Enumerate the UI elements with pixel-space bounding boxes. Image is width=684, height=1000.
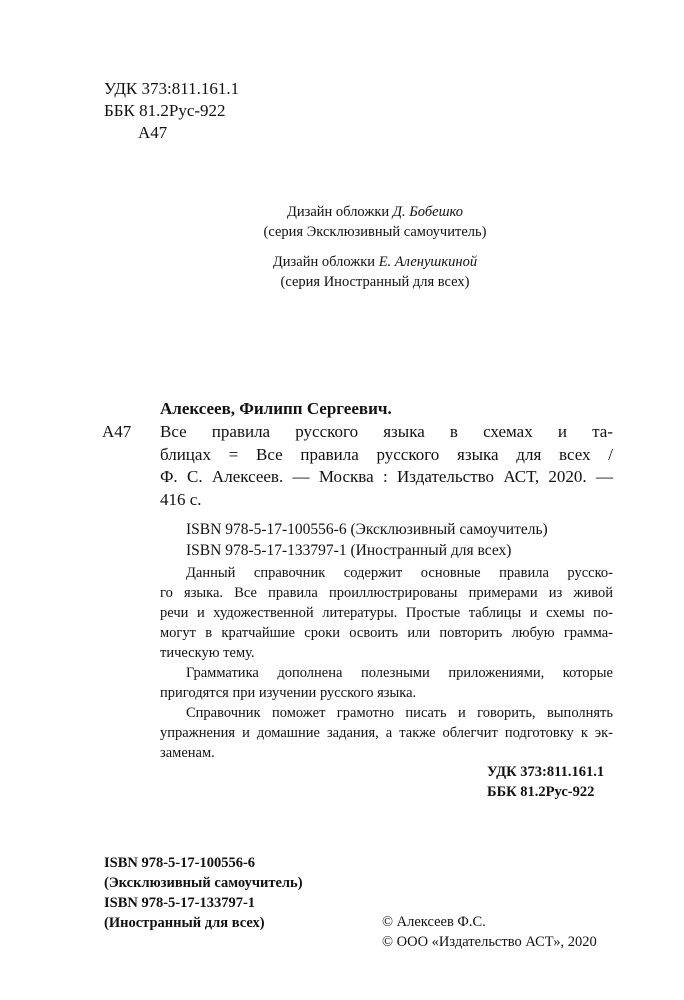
design-credit-2-series: (серия Иностранный для всех) [280, 274, 470, 290]
isbn-bottom-line-2: (Эксклюзивный самоучитель) [104, 875, 303, 891]
design-credit-2 [200, 252, 550, 272]
annotation-line: Грамматика дополнена полезными приложениями, которые [186, 665, 613, 681]
bibliographic-description [160, 421, 613, 511]
annotation [160, 563, 613, 763]
annotation-line: тическую тему. [160, 645, 255, 661]
annotation-line: упражнения и домашние задания, а также облегчит подготовку к эк- [160, 725, 613, 741]
udk-code-right: УДК 373:811.161.1 [487, 764, 605, 780]
copyright-publisher: © ООО «Издательство АСТ», 2020 [382, 934, 597, 950]
copyright-author: © Алексеев Ф.С. [382, 914, 486, 930]
isbn-list [186, 519, 548, 561]
annotation-paragraph-2 [160, 663, 613, 703]
title-line-4: 416 с. [160, 489, 202, 509]
design-credit-1-series: (серия Эксклюзивный самоучитель) [263, 224, 487, 240]
author-heading: Алексеев, Филипп Сергеевич. [160, 399, 392, 418]
design-credit-1-label: Дизайн обложки [286, 204, 393, 220]
annotation-line: го языка. Все правила проиллюстрированы примерами из живой [160, 585, 613, 601]
annotation-line: Данный справочник содержит основные правила русско- [186, 565, 613, 581]
isbn-bottom-line-3: ISBN 978-5-17-133797-1 [104, 895, 256, 911]
annotation-line: могут в кратчайшие сроки освоить или повторить любую грамма- [160, 625, 613, 641]
copyright-block [382, 912, 597, 952]
annotation-paragraph-3 [160, 703, 613, 763]
udk-top-block [104, 78, 239, 144]
bbk-code-right: ББК 81.2Рус-922 [487, 784, 595, 800]
isbn-bottom-line-4: (Иностранный для всех) [104, 915, 265, 931]
design-credit-1-name: Д. Бобешко [392, 204, 464, 220]
isbn-line-1: ISBN 978-5-17-100556-6 (Эксклюзивный самоучитель) [186, 521, 548, 538]
title-line-2: блицах = Все правила русского языка для всех / [160, 444, 613, 464]
entry-author-mark: А47 [102, 422, 132, 441]
design-credit-2-label: Дизайн обложки [272, 254, 379, 270]
title-line-1: Все правила русского языка в схемах и та- [160, 422, 613, 441]
annotation-paragraph-1 [160, 563, 613, 663]
annotation-line: пригодятся при изучении русского языка. [160, 685, 417, 701]
isbn-line-2: ISBN 978-5-17-133797-1 (Иностранный для всех) [186, 542, 512, 559]
bbk-code: ББК 81.2Рус-922 [104, 101, 226, 120]
isbn-bottom-line-1: ISBN 978-5-17-100556-6 [104, 855, 256, 871]
annotation-line: заменам. [160, 745, 215, 761]
design-credit-1 [200, 202, 550, 222]
annotation-line: Справочник поможет грамотно писать и говорить, выполнять [186, 705, 613, 721]
author-mark: А47 [138, 123, 168, 142]
udk-right-block [487, 762, 604, 802]
title-line-3: Ф. С. Алексеев. — Москва : Издательство АСТ, 2020. — [160, 467, 613, 486]
design-credit-2-name: Е. Аленушкиной [378, 254, 478, 270]
udk-code: УДК 373:811.161.1 [104, 79, 240, 98]
annotation-line: речи и художественной литературы. Простые таблицы и схемы по- [160, 605, 613, 621]
cover-design-credits [200, 202, 550, 292]
isbn-bottom-block [104, 853, 303, 933]
